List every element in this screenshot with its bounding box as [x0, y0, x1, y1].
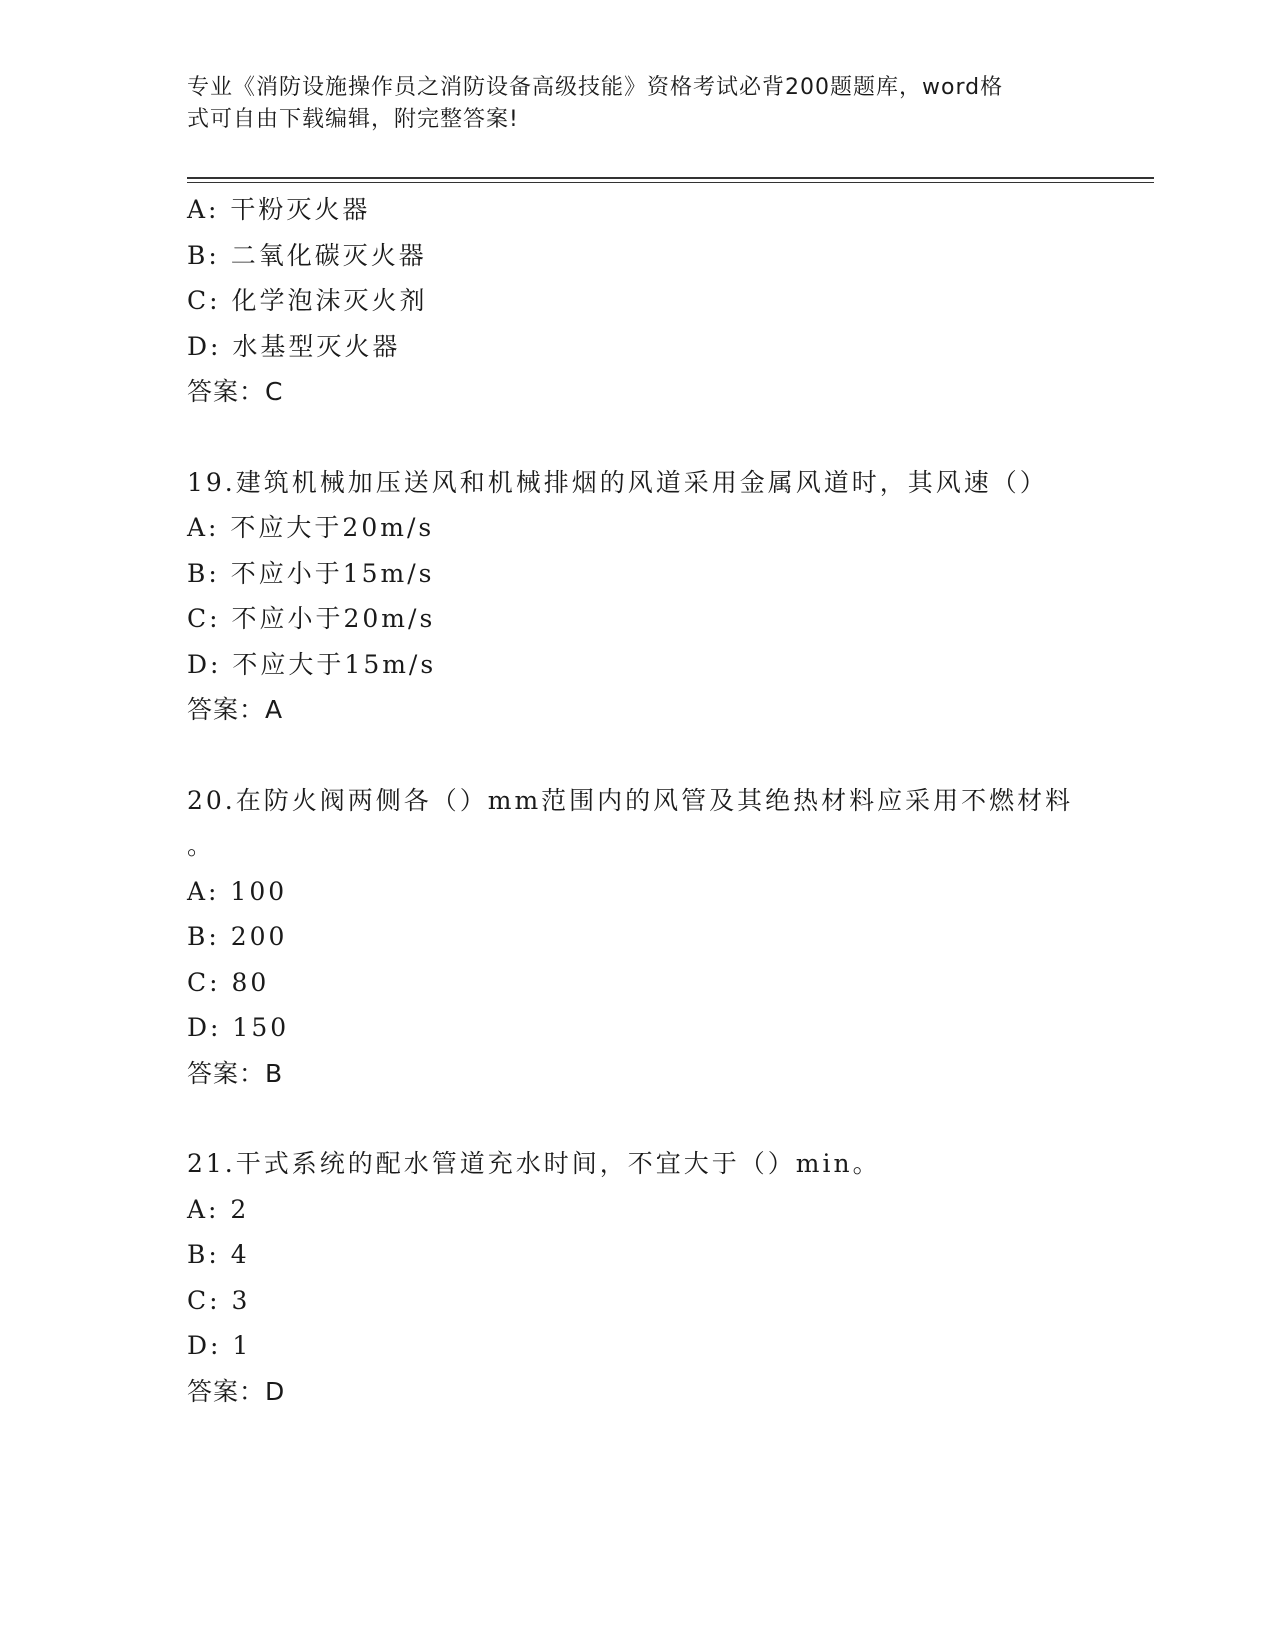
spacer: [187, 733, 1087, 778]
question-text: 19.建筑机械加压送风和机械排烟的风道采用金属风道时，其风速（）: [187, 467, 1048, 497]
answer: 答案：A: [187, 695, 284, 724]
option-c: C: 化学泡沫灭火剂: [187, 286, 428, 315]
answer: 答案：D: [187, 1376, 286, 1406]
option-d: D: 不应大于15m/s: [187, 649, 437, 679]
header-divider-bottom: [187, 182, 1154, 183]
question-text: 21.干式系统的配水管道充水时间，不宜大于（）min。: [187, 1149, 881, 1178]
option-c: C: 3: [187, 1285, 251, 1315]
spacer: [187, 415, 1087, 460]
option-d: D: 水基型灭火器: [187, 331, 401, 361]
option-d: D: 1: [187, 1331, 252, 1360]
option-a: A: 干粉灭火器: [187, 195, 371, 224]
option-a: A: 100: [187, 876, 288, 906]
option-b: B: 4: [187, 1240, 250, 1269]
header-line-2: 式可自由下载编辑，附完整答案!: [187, 107, 519, 132]
option-a: A: 不应大于20m/s: [187, 513, 435, 542]
question-18-tail: [187, 187, 1087, 415]
answer: 答案：C: [187, 377, 284, 406]
header-divider-top: [187, 177, 1154, 179]
option-c: C: 80: [187, 967, 270, 997]
option-c: C: 不应小于20m/s: [187, 604, 436, 633]
document-header: [187, 72, 1087, 136]
spacer: [187, 1096, 1087, 1141]
header-line-1: 专业《消防设施操作员之消防设备高级技能》资格考试必背200题题库，word格: [187, 75, 1004, 100]
option-b: B: 200: [187, 922, 288, 951]
question-20: [187, 778, 1087, 1097]
option-b: B: 二氧化碳灭火器: [187, 240, 427, 270]
option-b: B: 不应小于15m/s: [187, 558, 435, 588]
option-d: D: 150: [187, 1013, 290, 1042]
option-a: A: 2: [187, 1194, 250, 1224]
question-list: [187, 187, 1087, 1414]
question-text-continued: 。: [187, 831, 216, 860]
question-text: 20.在防火阀两侧各（）mm范围内的风管及其绝热材料应采用不燃材料: [187, 785, 1074, 815]
question-21: [187, 1141, 1087, 1414]
question-19: [187, 460, 1087, 733]
answer: 答案：B: [187, 1058, 284, 1088]
